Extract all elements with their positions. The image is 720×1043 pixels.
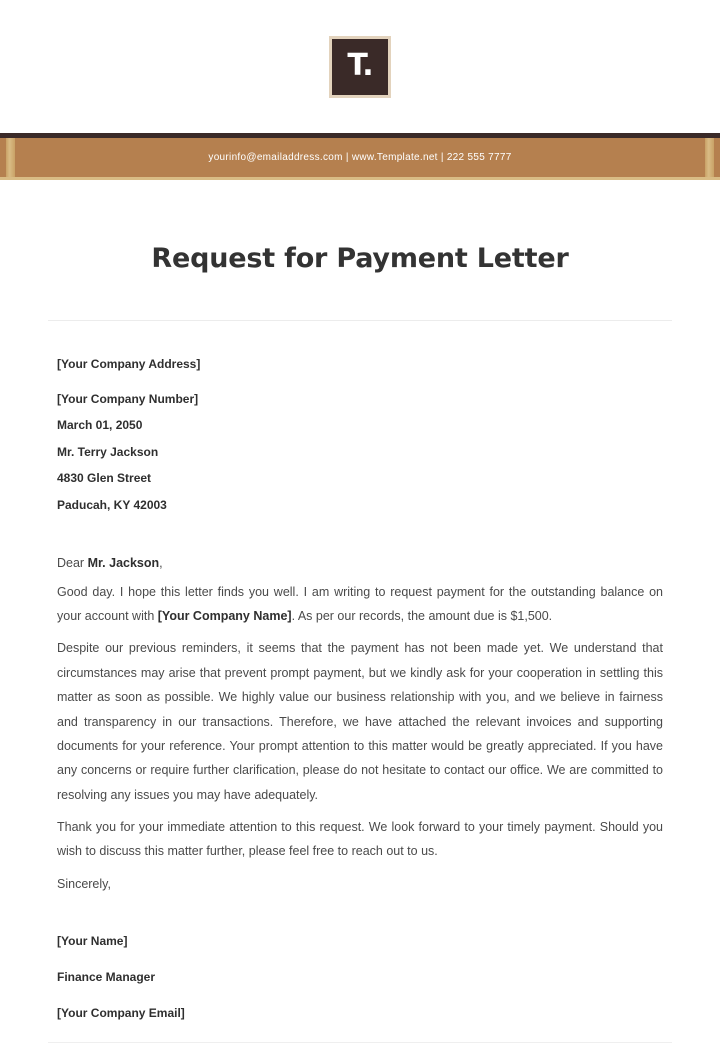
page-title: Request for Payment Letter <box>151 243 569 274</box>
salutation-comma: , <box>159 555 163 570</box>
letter-content <box>48 357 672 1020</box>
header-contact-band <box>0 133 720 177</box>
address-line-company-address: [Your Company Address] <box>57 357 201 371</box>
document-page <box>0 243 720 1020</box>
body-paragraph-1 <box>57 580 663 629</box>
logo-letter-icon: T. <box>347 47 373 83</box>
signature-email: [Your Company Email] <box>57 1006 185 1021</box>
address-line-recipient-name: Mr. Terry Jackson <box>57 444 159 459</box>
p1-company-placeholder: [Your Company Name] <box>157 609 292 624</box>
closing-line: Sincerely, <box>57 876 111 891</box>
address-line-city-state-zip: Paducah, KY 42003 <box>57 497 167 512</box>
address-line-company-number: [Your Company Number] <box>57 391 199 406</box>
body-paragraph-3: Thank you for your immediate attention to this request. We look forward to your timely payment. Should you wish to discuss this matter further, please feel free to reach out to us. <box>57 820 663 859</box>
address-line-street: 4830 Glen Street <box>57 471 152 486</box>
title-divider <box>48 320 672 321</box>
body-paragraph-2: Despite our previous reminders, it seems that the payment has not been made yet. We understand that circumstances may arise that prevent prompt payment, but we kindly ask for your cooperation in settling this matter as soon as possible. We highly value our business relationship with you, and we believe in fairness and transparency in our transactions. Therefore, we have attached the relevant invoices and supporting documents for your reference. Your prompt attention to this matter would be greatly appreciated. If you have any concerns or require further clarification, please do not hesitate to contact our office. We are committed to resolving any issues you may have adequately. <box>57 641 663 802</box>
signature-block <box>57 934 663 1020</box>
signature-name: [Your Name] <box>57 934 128 949</box>
band-underline <box>0 177 720 180</box>
address-line-date: March 01, 2050 <box>57 418 143 433</box>
salutation-greeting: Dear <box>57 555 88 570</box>
p1-text-after: . As per our records, the amount due is $1,500. <box>291 609 553 624</box>
p1-text-before: Good day. I hope this letter finds you well. I am writing to request payment for the outstanding balance on your account with <box>57 584 663 624</box>
logo-area <box>0 0 720 133</box>
signature-title: Finance Manager <box>57 970 156 985</box>
salutation-recipient: Mr. Jackson <box>87 555 160 570</box>
header-band-inner <box>0 138 720 177</box>
brand-logo <box>329 36 391 98</box>
header-contact-text: yourinfo@emailaddress.com | www.Template.net | 222 555 7777 <box>208 152 512 163</box>
salutation <box>57 554 663 572</box>
address-block <box>57 357 663 514</box>
